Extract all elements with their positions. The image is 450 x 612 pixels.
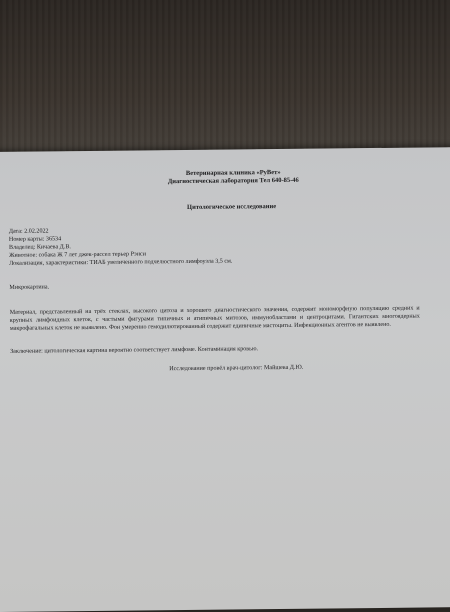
- patient-fields: [9, 225, 441, 269]
- owner-field: Владелец: Кичаева Д.В.: [8, 244, 71, 252]
- background-texture: [0, 0, 450, 160]
- document-title: Цитологическое исследование: [187, 202, 277, 211]
- card-number-field: Номер карты: 36534: [8, 236, 62, 244]
- lab-line: Диагностическая лаборатория Тел 640-85-46: [167, 177, 299, 186]
- description-paragraph: Материал, представленный на трёх стеклах, высокого цитоза и хорошего диагностического значения, содержит мономорфную популяцию средних и крупных лимфоидных клеток, с частыми фигурами типичных и атипичных митозов, иммунобластами и центроцитами. Гигантских многоядерных макрофагальных клеток не выявлено. Фон умеренно гемодилютированный содержит единичные мастоциты. Инфекционных агентов не выявлено.: [9, 305, 420, 332]
- document-body: [8, 167, 442, 375]
- letterhead: [26, 167, 440, 188]
- conclusion-line: Заключение: цитологическая картина вероятно соответствует лимфоме. Контаминация кровью.: [10, 345, 259, 355]
- signature-line: Исследование провёл врач-цитолог: Майшева Д.Ю.: [169, 364, 304, 372]
- date-field: Дата: 2.02.2022: [8, 228, 49, 236]
- clinic-name: Ветеринарная клиника «РуВет»: [185, 169, 281, 177]
- animal-field: Животное: собака Ж 7 лет джек-рассел терьер Рэнси: [9, 251, 147, 259]
- localization-field: Локализация, характеристики: ТИАБ увеличенного подчелюстного лимфоузла 3,5 см.: [9, 258, 233, 267]
- section-heading: Микрокартина.: [9, 284, 50, 291]
- paper-sheet: [0, 147, 450, 612]
